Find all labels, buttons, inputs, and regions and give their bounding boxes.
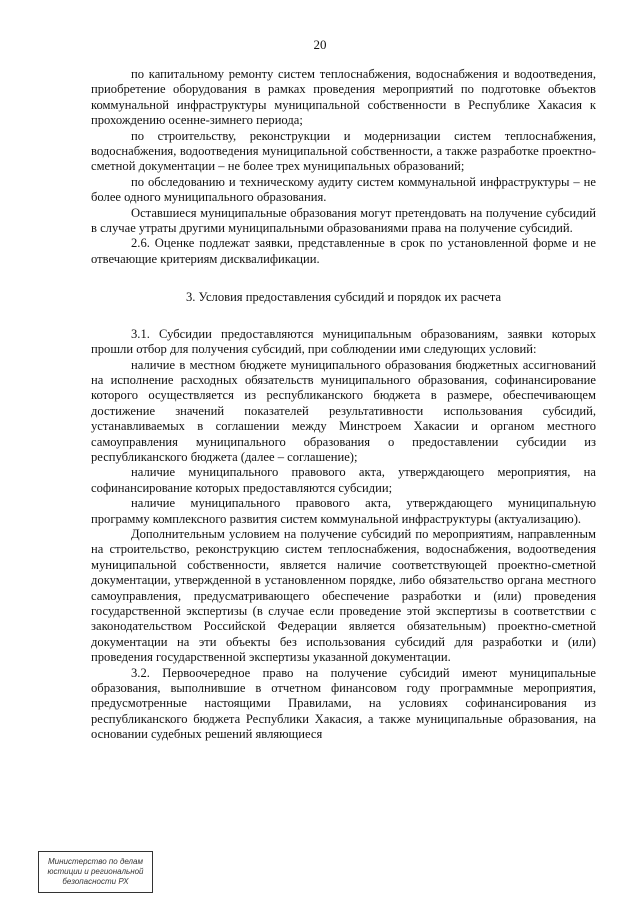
paragraph: по строительству, реконструкции и модернизации систем теплоснабжения, водоснабжения, водоотведения муниципальной собственности, а также разработке проектно-сметной документации – не более трех муниципальных образований; — [91, 128, 596, 174]
document-body — [91, 67, 596, 743]
page-number: 20 — [313, 37, 327, 52]
paragraph: 3.1. Субсидии предоставляются муниципальным образованиям, заявки которых прошли отбор для получения субсидий, при соблюдении ими следующих условий: — [91, 326, 596, 357]
paragraph: наличие муниципального правового акта, утверждающего мероприятия, на софинансирование которых предоставляются субсидии; — [91, 465, 596, 495]
paragraph: 3.2. Первоочередное право на получение субсидий имеют муниципальные образования, выполнившие в отчетном финансовом году программные мероприятия, предусмотренные настоящими Правилами, на условиях софинансирования из республиканского бюджета Республики Хакасия, а также муниципальные образования, на основании судебных решений являющиеся — [91, 665, 596, 742]
paragraph: Оставшиеся муниципальные образования могут претендовать на получение субсидий в случае утраты другими муниципальными образованиями права на получение субсидий. — [91, 205, 596, 236]
paragraph: наличие муниципального правового акта, утверждающего муниципальную программу комплексного развития систем коммунальной инфраструктуры (актуализацию). — [91, 496, 596, 526]
section-heading: 3. Условия предоставления субсидий и порядок их расчета — [185, 290, 502, 305]
paragraph: по капитальному ремонту систем теплоснабжения, водоснабжения и водоотведения, приобретение оборудования в рамках проведения мероприятий по подготовке объектов коммунальной инфраструктуры муниципальной собственности в Республике Хакасия к прохождению осенне-зимнего периода; — [91, 67, 596, 128]
paragraph: по обследованию и техническому аудиту систем коммунальной инфраструктуры – не более одного муниципального образования. — [91, 174, 596, 205]
stamp-line: Министерство по делам — [48, 857, 143, 866]
paragraph: Дополнительным условием на получение субсидий по мероприятиям, направленным на строительство, реконструкцию систем теплоснабжения, водоснабжения, водоотведения муниципальной собственности, является наличие соответствующей проектно-сметной документации, утвержденной в установленном порядке, либо обязательство органа местного самоуправления, предусматривающего обеспечение разработки и (или) проведения государственной экспертизы (в случае если проведение этой экспертизы в соответствии с законодательством Российской Федерации является обязательным) проектно-сметной документации на эти объекты без использования субсидий для разработки и (или) проведения государственной экспертизы указанной документации. — [91, 526, 596, 665]
registration-stamp — [38, 851, 153, 893]
stamp-line: безопасности РХ — [62, 877, 129, 886]
stamp-line: юстиции и региональной — [47, 867, 144, 876]
paragraph: 2.6. Оценке подлежат заявки, представленные в срок по установленной форме и не отвечающие критериям дисквалификации. — [91, 236, 596, 266]
paragraph: наличие в местном бюджете муниципального образования бюджетных ассигнований на исполнение расходных обязательств муниципального образования, софинансирование которого осуществляется из республиканского бюджета в размере, обеспечивающем достижение значений показателей результативности использования субсидий, устанавливаемых в соглашении между Минстроем Хакасии и органом местного самоуправления муниципального образования о предоставлении субсидии из республиканского бюджета (далее – соглашение); — [91, 357, 596, 464]
